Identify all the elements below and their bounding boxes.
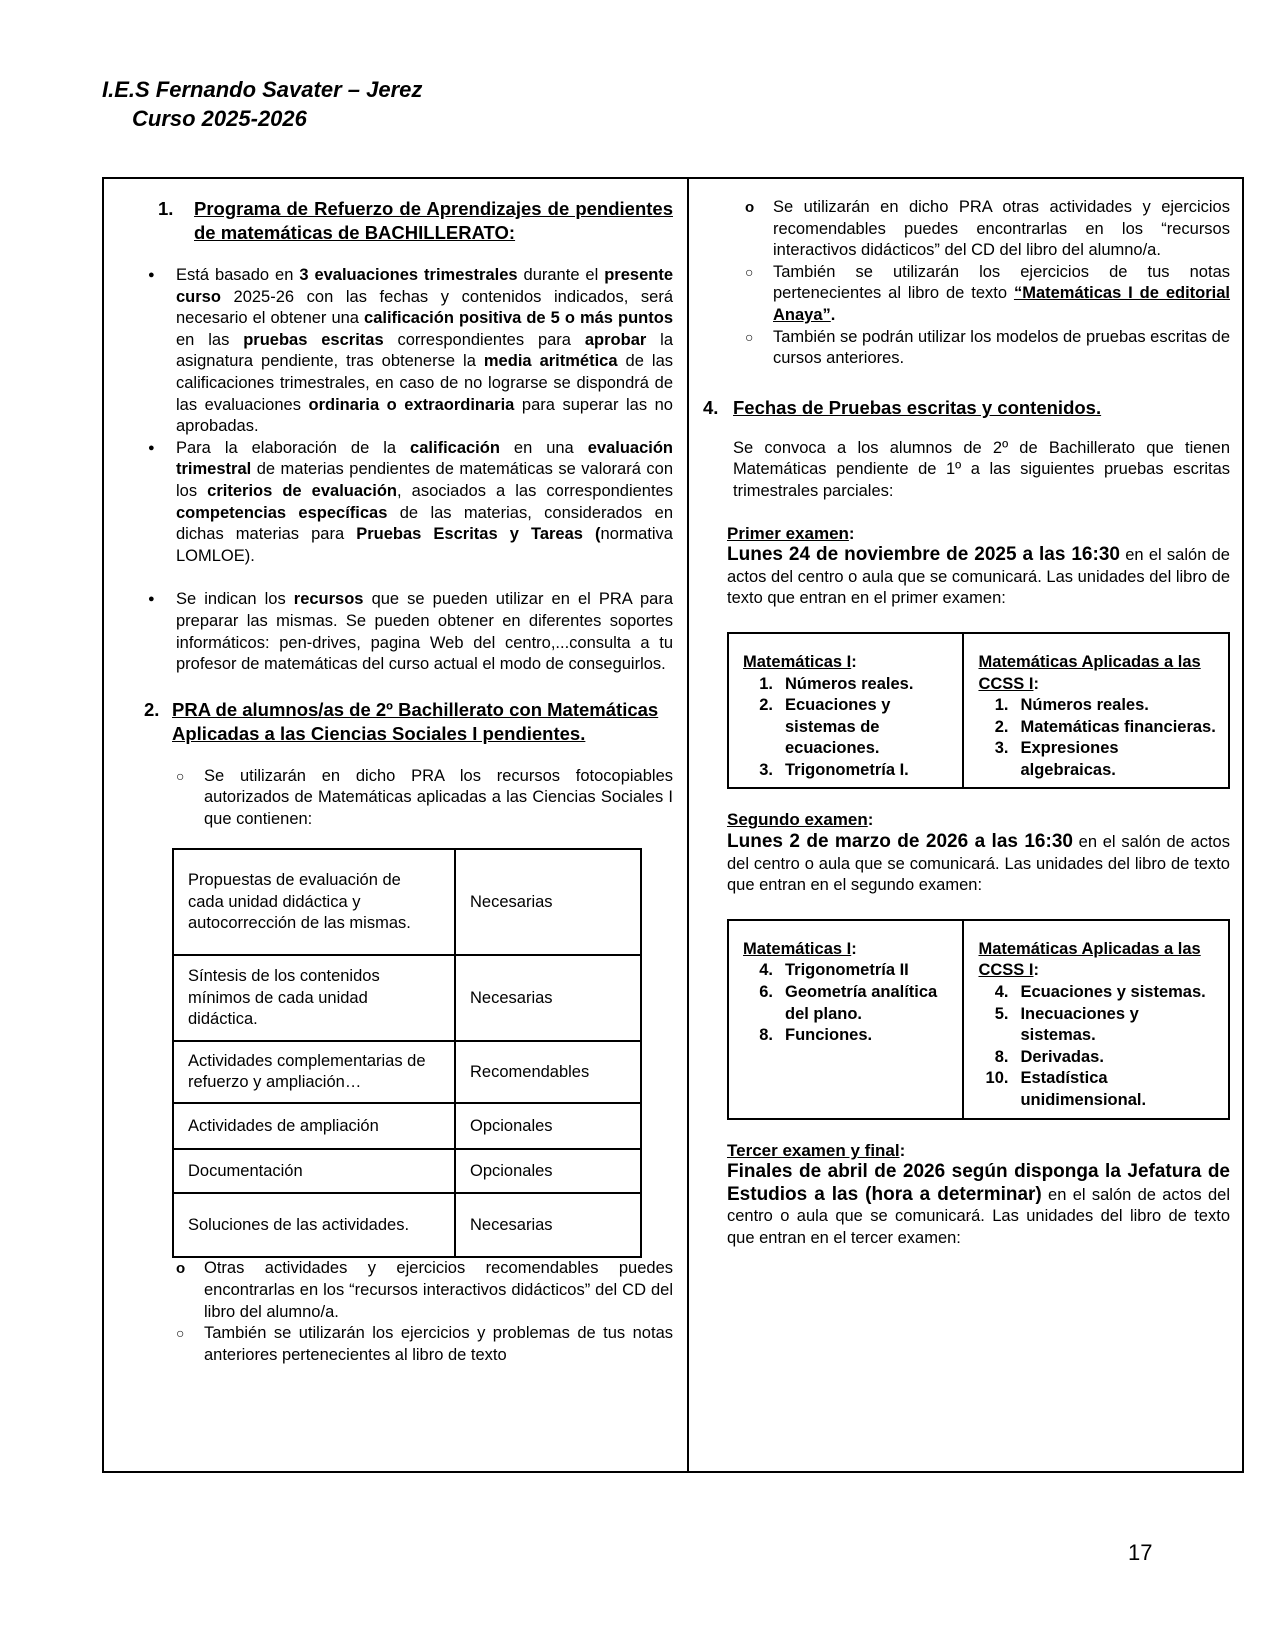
exam-description: Lunes 24 de noviembre de 2025 a las 16:30 en el salón de actos del centro o aula que se comunicará. Las unidades del libro de texto que entran en el primer examen: bbox=[727, 544, 1230, 608]
text-run: durante el bbox=[517, 266, 605, 284]
subject-heading: Matemáticas I: bbox=[743, 652, 857, 671]
section-1-bullets bbox=[144, 265, 673, 676]
unit-item: 6. Geometría analítica del plano. bbox=[759, 983, 938, 1023]
section-4-heading: 4. Fechas de Pruebas escritas y contenidos. bbox=[703, 396, 1102, 418]
exam-date: Finales de abril de 2026 según disponga la Jefatura de Estudios a las (hora a determinar) bbox=[727, 1161, 1230, 1205]
extra-item: o Otras actividades y ejercicios recomendables puedes encontrarlas en los “recursos interactivos didácticos” del CD del libro del alumno/a. bbox=[176, 1259, 673, 1321]
exam-description: Finales de abril de 2026 según disponga la Jefatura de Estudios a las (hora a determinar) en el salón de actos del centro o aula que se comunicará. Las unidades del libro de texto que entran en el tercer examen: bbox=[727, 1161, 1230, 1247]
text-run: criterios de evaluación bbox=[207, 481, 397, 500]
text-run: pruebas escritas bbox=[243, 330, 384, 349]
text-run: recursos bbox=[293, 590, 364, 609]
text-run: 2025-26 con las fechas y contenidos indicados, será necesario el obtener una bbox=[176, 287, 673, 328]
circle-bullet-icon: ○ bbox=[176, 1325, 185, 1342]
bullet-o-icon: o bbox=[176, 1260, 186, 1278]
resource-status: Necesarias bbox=[455, 955, 641, 1041]
section-1-title: Programa de Refuerzo de Aprendizajes de pendientes de matemáticas de BACHILLERATO: bbox=[194, 198, 673, 243]
text-run: de las materias, considerados en dichas materias para bbox=[176, 503, 674, 544]
exam-label: Tercer examen y final: bbox=[727, 1140, 906, 1160]
text-run: “Matemáticas I de editorial Anaya” bbox=[773, 284, 1231, 324]
ccss-units-cell bbox=[963, 920, 1229, 1119]
resource-status: Opcionales bbox=[455, 1149, 641, 1193]
section-1-heading: 1. Programa de Refuerzo de Aprendizajes de pendientes de matemáticas de BACHILLERATO: bbox=[158, 198, 673, 243]
unit-item: 8. Funciones. bbox=[759, 1026, 873, 1045]
text-run: Se utilizarán en dicho PRA otras actividades y ejercicios recomendables puedes encontrarlas en los “recursos interactivos didácticos” del CD del libro del alumno/a. bbox=[773, 198, 1230, 260]
subject-heading: Matemáticas I: bbox=[743, 939, 857, 958]
bullet-item bbox=[144, 438, 673, 568]
text-run: de materias pendientes de matemáticas se valorará con los bbox=[176, 460, 673, 500]
exam-block bbox=[727, 809, 1230, 1119]
text-run: para superar las no aprobadas. bbox=[176, 395, 673, 436]
text-run: correspondientes para bbox=[383, 330, 585, 349]
resource-status: Necesarias bbox=[455, 849, 641, 955]
text-run: También se utilizarán los ejercicios de tus notas pertenecientes al libro de texto bbox=[773, 262, 1230, 303]
text-run: en una bbox=[499, 438, 588, 457]
unit-item: 4. Trigonometría II bbox=[759, 961, 909, 980]
section-2-intro-list bbox=[172, 766, 673, 831]
bullet-o-icon: o bbox=[745, 199, 755, 216]
text-run: calificación bbox=[410, 438, 500, 457]
exam-units-table bbox=[727, 632, 1230, 790]
extra-item: ○ También se utilizarán los ejercicios y problemas de tus notas anteriores pertenecientes al libro de texto bbox=[176, 1324, 673, 1364]
resource-item bbox=[741, 197, 1230, 262]
text-run: en las bbox=[176, 330, 244, 349]
unit-item: 2. Matemáticas financieras. bbox=[994, 717, 1216, 736]
continued-resources-list bbox=[741, 197, 1230, 370]
table-row bbox=[173, 955, 641, 1041]
exam-label: Primer examen: bbox=[727, 523, 855, 543]
section-2-extra-list bbox=[172, 1258, 673, 1366]
right-column bbox=[689, 179, 1242, 1471]
text-run: de las calificaciones trimestrales, en caso de no lograrse se dispondrá de las evaluaciones bbox=[176, 352, 674, 414]
resource-name: Actividades de ampliación bbox=[173, 1103, 455, 1149]
resource-status: Opcionales bbox=[455, 1103, 641, 1149]
resource-item bbox=[741, 262, 1230, 327]
text-run: evaluación trimestral bbox=[176, 438, 674, 479]
subject-heading: Matemáticas Aplicadas a las CCSS I: bbox=[978, 939, 1201, 980]
unit-item: 1. Números reales. bbox=[994, 696, 1149, 715]
resource-name: Documentación bbox=[173, 1149, 455, 1193]
table-row bbox=[173, 1149, 641, 1193]
text-run: Para la elaboración de la bbox=[176, 438, 411, 457]
text-run: Se indican los bbox=[176, 590, 294, 609]
page-number: 17 bbox=[1128, 1540, 1153, 1565]
circle-bullet-icon: ○ bbox=[745, 263, 754, 280]
text-run: presente curso bbox=[176, 266, 673, 306]
section-2-title: PRA de alumnos/as de 2º Bachillerato con Matemáticas Aplicadas a las Ciencias Sociales I pendientes. bbox=[172, 698, 659, 744]
bullet-item bbox=[144, 589, 673, 675]
exam-block bbox=[727, 1140, 1230, 1250]
circle-bullet-icon: ○ bbox=[745, 328, 754, 345]
resource-status: Necesarias bbox=[455, 1193, 641, 1257]
table-row bbox=[173, 1103, 641, 1149]
text-run: . bbox=[830, 305, 836, 324]
exams-list bbox=[727, 523, 1230, 1250]
document-header bbox=[102, 75, 422, 133]
exam-units-table bbox=[727, 919, 1230, 1120]
section-4-title: Fechas de Pruebas escritas y contenidos. bbox=[733, 396, 1102, 418]
exam-label: Segundo examen: bbox=[727, 810, 874, 830]
resource-item bbox=[741, 327, 1230, 370]
text-run: , asociados a las correspondientes bbox=[396, 481, 673, 500]
unit-item: 2. Ecuaciones y sistemas de ecuaciones. bbox=[759, 696, 891, 758]
section-2-heading: 2. PRA de alumnos/as de 2º Bachillerato con Matemáticas Aplicadas a las Ciencias Sociales I pendientes. bbox=[144, 698, 673, 746]
exam-description: Lunes 2 de marzo de 2026 a las 16:30 en el salón de actos del centro o aula que se comunicará. Las unidades del libro de texto que entran en el segundo examen: bbox=[727, 831, 1230, 895]
mat1-units-cell bbox=[728, 920, 963, 1119]
subject-heading: Matemáticas Aplicadas a las CCSS I: bbox=[978, 652, 1201, 693]
text-run: 3 evaluaciones trimestrales bbox=[299, 266, 518, 284]
text-run: ordinaria o extraordinaria bbox=[308, 395, 515, 414]
table-row bbox=[173, 1041, 641, 1103]
content-table bbox=[102, 177, 1244, 1473]
bullet-item bbox=[144, 265, 673, 438]
unit-item: 5. Inecuaciones y sistemas. bbox=[994, 1004, 1139, 1045]
text-run: competencias específicas bbox=[176, 503, 388, 522]
resource-name: Síntesis de los contenidos mínimos de cada unidad didáctica. bbox=[173, 955, 455, 1041]
mat1-units-cell bbox=[728, 633, 963, 789]
exam-date: Lunes 24 de noviembre de 2025 a las 16:30 bbox=[727, 544, 1120, 566]
table-row bbox=[173, 1193, 641, 1257]
unit-item: 3. Expresiones algebraicas. bbox=[994, 739, 1119, 779]
unit-item: 8. Derivadas. bbox=[994, 1047, 1104, 1066]
text-run: También se podrán utilizar los modelos de pruebas escritas de cursos anteriores. bbox=[773, 327, 1230, 368]
ccss-units-cell bbox=[963, 633, 1229, 789]
resource-status: Recomendables bbox=[455, 1041, 641, 1103]
resource-name: Soluciones de las actividades. bbox=[173, 1193, 455, 1257]
unit-item: 4. Ecuaciones y sistemas. bbox=[994, 983, 1206, 1002]
text-run: que se pueden utilizar en el PRA para preparar las mismas. Se pueden obtener en diferentes soportes informáticos: pen-drives, pagina Web del centro,...consulta a tu profesor de matemáticas del curso actual el modo de conseguirlos. bbox=[176, 590, 673, 674]
circle-bullet-icon: ○ bbox=[176, 767, 185, 784]
unit-item: 10. Estadística unidimensional. bbox=[985, 1069, 1147, 1109]
text-run: normativa LOMLOE). bbox=[176, 525, 673, 565]
resource-name: Propuestas de evaluación de cada unidad didáctica y autocorrección de las mismas. bbox=[173, 849, 455, 955]
left-column bbox=[104, 179, 689, 1471]
resource-name: Actividades complementarias de refuerzo y ampliación… bbox=[173, 1041, 455, 1103]
unit-item: 1. Números reales. bbox=[759, 674, 914, 693]
text-run: calificación positiva de 5 o más puntos bbox=[364, 309, 673, 328]
text-run: media aritmética bbox=[483, 352, 618, 371]
exam-date: Lunes 2 de marzo de 2026 a las 16:30 bbox=[727, 831, 1073, 853]
text-run: la asignatura pendiente, tras obtenerse la bbox=[176, 330, 674, 371]
exam-block bbox=[727, 523, 1230, 790]
section-2-intro: ○ Se utilizarán en dicho PRA los recursos fotocopiables autorizados de Matemáticas aplicadas a las Ciencias Sociales I que contienen: bbox=[176, 766, 673, 828]
text-run: aprobar bbox=[584, 330, 647, 349]
course-year: Curso 2025-2026 bbox=[132, 106, 307, 131]
text-run: Está basado en bbox=[176, 266, 300, 284]
text-run: Pruebas Escritas y Tareas ( bbox=[356, 525, 601, 544]
table-row bbox=[173, 849, 641, 955]
section-4-intro: Se convoca a los alumnos de 2º de Bachillerato que tienen Matemáticas pendiente de 1º a las siguientes pruebas escritas trimestrales parciales: bbox=[733, 438, 1230, 500]
resources-table bbox=[172, 848, 642, 1258]
school-name: I.E.S Fernando Savater – Jerez bbox=[102, 77, 423, 102]
unit-item: 3. Trigonometría I. bbox=[759, 760, 909, 779]
